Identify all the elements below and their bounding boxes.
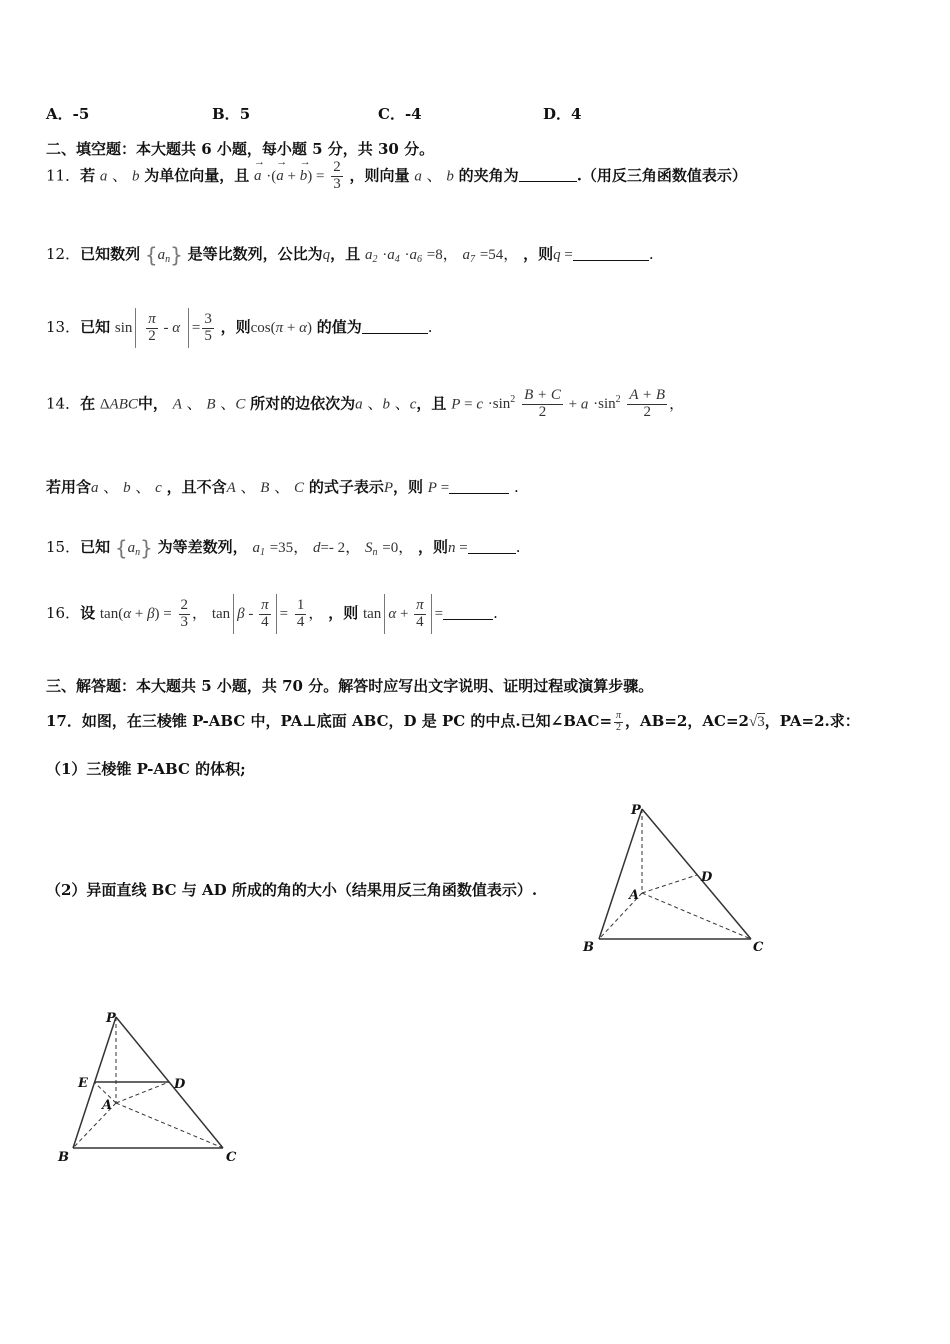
label-p: P xyxy=(631,803,641,818)
question-17-stem: 17．如图，在三棱锥 P-ABC 中，PA⊥底面 ABC，D 是 PC 的中点.已知∠BAC= $\frac{\pi}{2}$ ，AB=2，AC=2√3，PA=2.求： xyxy=(46,710,860,733)
edge-ad xyxy=(642,875,697,893)
figure-tetrahedron-1 xyxy=(575,795,775,960)
edge-ac xyxy=(116,1103,223,1148)
edge-pb xyxy=(599,809,642,939)
figure-tetrahedron-2 xyxy=(50,1005,250,1170)
label-b: B xyxy=(58,1150,69,1165)
option-d: D．4 xyxy=(543,105,582,123)
question-16: 16．设 tan(α + β) = $\frac{2}{3}$ ， tan β - $\frac{\pi}{4}$ = $\frac{1}{4}$ ， ，则 tan α + $\frac{\pi}{4}$ = . xyxy=(46,594,498,634)
question-11: 11．若 a 、 b 为单位向量，且 a → ·(a → + b → ) = $\frac{2}{3}$ ，则向量 a 、 b 的夹角为 .（用反三角函数值表示） xyxy=(46,156,747,192)
question-17-part2: （2）异面直线 BC 与 AD 所成的角的大小（结果用反三角函数值表示）. xyxy=(46,881,538,899)
label-a: A xyxy=(629,888,640,903)
label-b: B xyxy=(583,940,594,955)
option-b: B．5 xyxy=(212,105,251,123)
question-14: 14．在 ΔABC中， A 、 B 、C 所对的边依次为a 、b 、c，且 $P = c \cdot\sin^2$ $\frac{B + C}{2}$ + $a \cdot\sin^2$ $\frac{A + B}{2}$ ， xyxy=(46,387,685,420)
edge-ad xyxy=(116,1082,169,1103)
label-e: E xyxy=(78,1076,88,1091)
question-14-line2: 若用含a 、 b 、 c ，且不含A 、 B 、 C 的式子表示P，则 P = . xyxy=(46,478,519,496)
question-17-part1: （1）三棱锥 P-ABC 的体积; xyxy=(46,760,246,778)
label-c: C xyxy=(753,940,764,955)
edge-pc xyxy=(642,809,751,939)
question-12: 12．已知数列 $\{a_n\}$ 是等比数列，公比为q，且 $a_2 \cdot a_4 \cdot a_6 =8$， $a_7 =54$， ，则q = . xyxy=(46,243,654,267)
option-c: C．-4 xyxy=(378,105,422,123)
section2-title: 二、填空题：本大题共 6 小题，每小题 5 分，共 30 分。 xyxy=(46,140,435,158)
label-a: A xyxy=(102,1098,113,1113)
label-d: D xyxy=(174,1077,186,1092)
label-c: C xyxy=(226,1150,237,1165)
label-d: D xyxy=(701,870,713,885)
question-13: 13．已知 sin $\frac{\pi}{2}$ - α = $\frac{3}{5}$ ，则cos(π + α) 的值为 . xyxy=(46,308,433,348)
section3-title: 三、解答题：本大题共 5 小题，共 70 分。解答时应写出文字说明、证明过程或演算步骤。 xyxy=(46,677,654,695)
edge-ac xyxy=(642,893,751,939)
question-15: 15．已知 $\{a_n\}$ 为等差数列， $a_1 =35$， d=- 2， $S_n =0$， ，则n = . xyxy=(46,536,521,560)
label-p: P xyxy=(106,1011,116,1026)
option-a: A．-5 xyxy=(46,105,90,123)
